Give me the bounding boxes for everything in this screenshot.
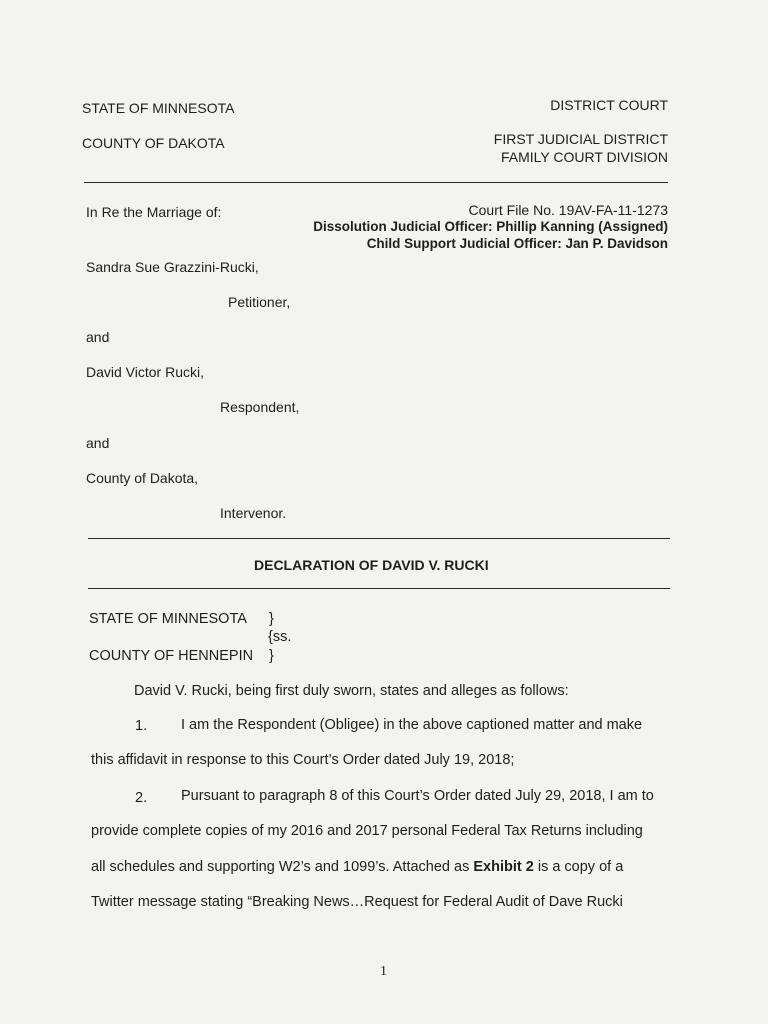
page-number: 1 (380, 964, 387, 979)
caption-court: DISTRICT COURT (550, 97, 668, 113)
intro-paragraph: David V. Rucki, being first duly sworn, states and alleges as follows: (134, 683, 569, 699)
caption-state: STATE OF MINNESOTA (82, 100, 235, 116)
venue-state: STATE OF MINNESOTA (89, 611, 247, 627)
and-1: and (86, 329, 110, 345)
petitioner-name: Sandra Sue Grazzini-Rucki, (86, 259, 259, 275)
exhibit-reference: Exhibit 2 (473, 859, 534, 875)
venue-brace: } (269, 611, 274, 627)
paragraph-1-line: I am the Respondent (Obligee) in the above captioned matter and make (181, 717, 643, 733)
paragraph-1-line: this affidavit in response to this Court’s Order dated July 19, 2018; (91, 752, 515, 768)
paragraph-2-line: Twitter message stating “Breaking News…Request for Federal Audit of Dave Rucki (91, 894, 623, 910)
venue-ss: {ss. (268, 629, 292, 645)
petitioner-role: Petitioner, (228, 294, 291, 310)
divider-rule (84, 182, 668, 183)
paragraph-2-line: Pursuant to paragraph 8 of this Court’s Order dated July 29, 2018, I am to (181, 788, 654, 804)
paragraph-2-line (91, 859, 623, 875)
divider-rule (88, 588, 670, 589)
paragraph-2-text: is a copy of a (533, 859, 624, 875)
intervenor-role: Intervenor. (220, 505, 287, 521)
in-re-label: In Re the Marriage of: (86, 204, 222, 220)
respondent-name: David Victor Rucki, (86, 364, 205, 380)
dissolution-officer: Dissolution Judicial Officer: Phillip Kanning (Assigned) (313, 219, 668, 234)
and-2: and (86, 435, 110, 451)
divider-rule (88, 538, 670, 539)
child-support-officer: Child Support Judicial Officer: Jan P. Davidson (366, 236, 668, 251)
respondent-role: Respondent, (220, 399, 300, 415)
intervenor-name: County of Dakota, (86, 470, 199, 486)
court-file-number: Court File No. 19AV-FA-11-1273 (468, 202, 668, 218)
paragraph-number: 1. (135, 718, 148, 734)
document-title: DECLARATION OF DAVID V. RUCKI (254, 557, 489, 573)
venue-county: COUNTY OF HENNEPIN (89, 648, 254, 664)
caption-division: FAMILY COURT DIVISION (500, 149, 668, 165)
caption-county: COUNTY OF DAKOTA (82, 135, 225, 151)
paragraph-2-line: provide complete copies of my 2016 and 2017 personal Federal Tax Returns including (91, 823, 643, 839)
caption-district: FIRST JUDICIAL DISTRICT (493, 131, 668, 147)
paragraph-number: 2. (135, 790, 148, 806)
venue-brace: } (269, 648, 274, 664)
paragraph-2-text: all schedules and supporting W2’s and 1099’s. Attached as (91, 859, 474, 875)
